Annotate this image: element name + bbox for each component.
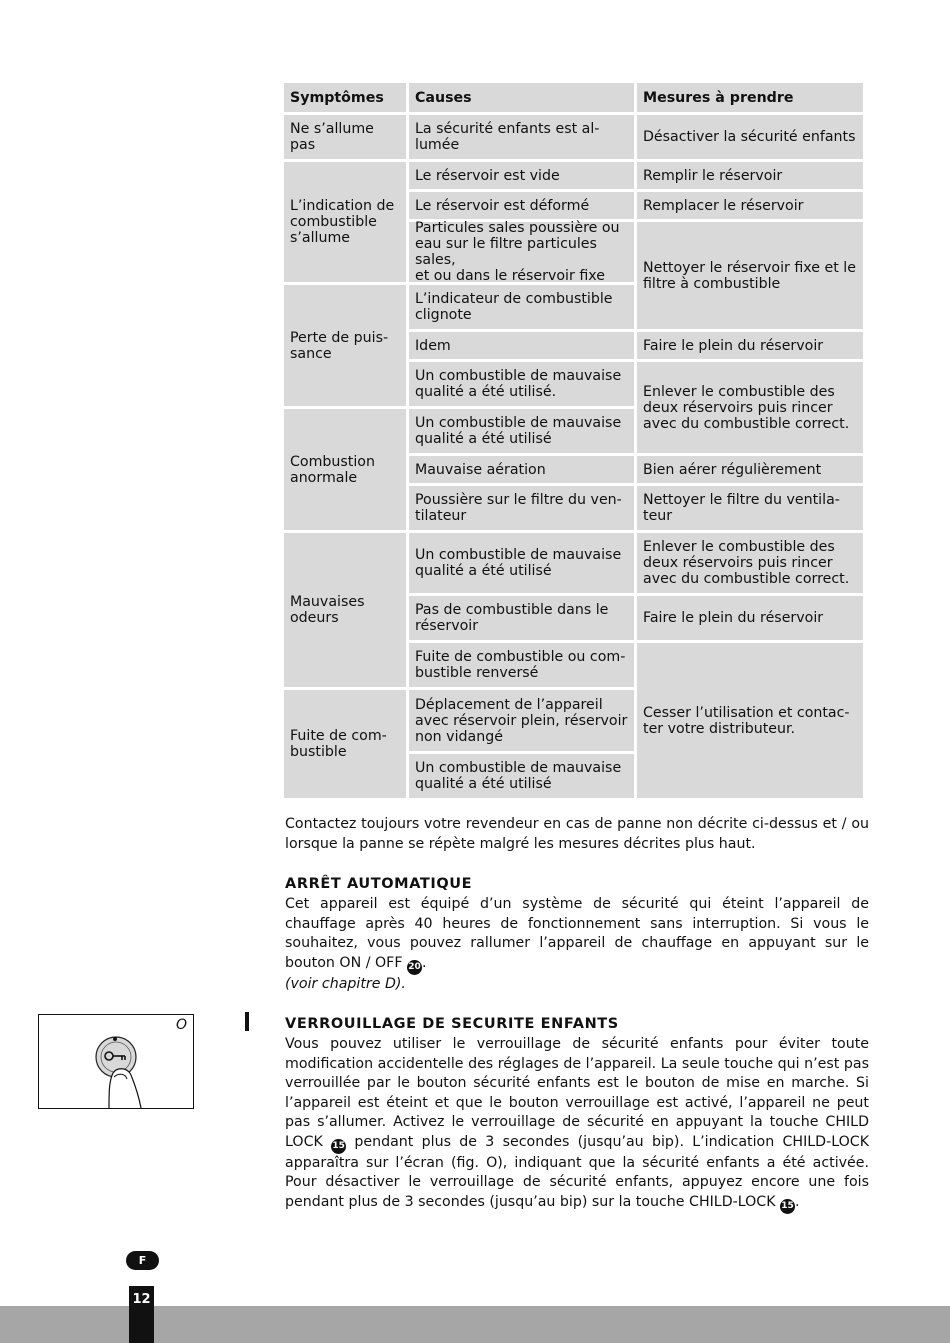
measure-cell: Bien aérer régulièrement — [637, 456, 863, 483]
symptom-cell: Combustion anormale — [284, 409, 406, 530]
measure-cell: Remplacer le réservoir — [637, 192, 863, 219]
section-marker — [245, 1012, 249, 1031]
measure-cell: Enlever le combustible des deux réservoirs puis rincer avec du combustible correct. — [637, 362, 863, 453]
cause-cell: Pas de combustible dans le réservoir — [409, 596, 634, 640]
symptom-cell: Ne s’allume pas — [284, 115, 406, 159]
cause-cell: Un combustible de mauvaise qualité a été utilisé — [409, 409, 634, 453]
child-lock-button-ref: 15 — [331, 1139, 346, 1154]
child-lock-button-ref: 15 — [780, 1199, 795, 1214]
cause-cell: L’indicateur de combustible clignote — [409, 285, 634, 329]
cause-cell: Un combustible de mauvaise qualité a été utilisé — [409, 533, 634, 593]
header-causes: Causes — [409, 83, 634, 112]
symptom-cell: Perte de puis- sance — [284, 285, 406, 406]
cause-cell: Fuite de combustible ou com- bustible renversé — [409, 643, 634, 687]
measure-cell: Enlever le combustible des deux réservoirs puis rincer avec du combustible correct. — [637, 533, 863, 593]
symptom-cell: Mauvaises odeurs — [284, 533, 406, 687]
measure-cell: Nettoyer le filtre du ventila- teur — [637, 486, 863, 530]
child-lock-body-2: pendant plus de 3 secondes (jusqu’au bip). L’indication CHILD-LOCK apparaîtra sur l’écran (fig. O), indiquant que la sécurité enfants a été activée. Pour désactiver le verrouillage de sécurité enfants, appuyez encore une fois pendant plus de 3 secondes (jusqu’au bip) sur la touche CHILD-LOCK — [285, 1133, 869, 1210]
contact-note: Contactez toujours votre revendeur en cas de panne non décrite ci-dessus et / ou lorsque la panne se répète malgré les mesures décrites plus haut. — [285, 816, 869, 852]
measure-cell: Faire le plein du réservoir — [637, 596, 863, 640]
child-lock-key-icon — [39, 1015, 195, 1110]
measure-cell: Nettoyer le réservoir fixe et le filtre à combustible — [637, 222, 863, 329]
cause-cell: Déplacement de l’appareil avec réservoir plein, réservoir non vidangé — [409, 690, 634, 751]
measure-cell: Désactiver la sécurité enfants — [637, 115, 863, 159]
auto-stop-paragraph — [285, 895, 869, 994]
header-measures: Mesures à prendre — [637, 83, 863, 112]
auto-stop-body: Cet appareil est équipé d’un système de sécurité qui éteint l’appareil de chauffage après 40 heures de fonctionnement sans interruption. Si vous le souhaitez, vous pouvez rallumer l’appareil de chauffage en appuyant sur le bouton ON / OFF — [285, 896, 869, 971]
cause-cell: La sécurité enfants est al- lumée — [409, 115, 634, 159]
symptom-cell: L’indication de combustible s’allume — [284, 162, 406, 282]
child-lock-paragraph — [285, 1035, 869, 1214]
see-chapter-note: (voir chapitre D). — [285, 975, 406, 992]
measure-cell: Faire le plein du réservoir — [637, 332, 863, 359]
measure-cell: Cesser l’utilisation et contac- ter votre distributeur. — [637, 643, 863, 798]
cause-cell: Poussière sur le filtre du ven- tilateur — [409, 486, 634, 530]
language-badge: F — [126, 1251, 159, 1270]
figure-o — [38, 1014, 194, 1109]
cause-cell: Un combustible de mauvaise qualité a été utilisé. — [409, 362, 634, 406]
troubleshooting-table — [284, 83, 863, 792]
auto-stop-end: . — [422, 954, 427, 971]
symptom-cell: Fuite de com- bustible — [284, 690, 406, 798]
child-lock-heading: VERROUILLAGE DE SECURITE ENFANTS — [285, 1016, 619, 1032]
onoff-button-ref: 20 — [407, 960, 422, 975]
child-lock-body-1: Vous pouvez utiliser le verrouillage de sécurité enfants pour éviter toute modification accidentelle des réglages de l’appareil. La seule touche qui n’est pas verrouillée par le bouton sécurité enfants est le bouton de mise en marche. Si l’appareil est éteint et que le bouton verrouillage est activé, l’appareil ne peut pas s’allumer. Activez le verrouillage de sécurité en appuyant la touche CHILD LOCK — [285, 1036, 869, 1150]
page-number: 12 — [129, 1286, 154, 1343]
cause-cell: Particules sales poussière ou eau sur le filtre particules sales, et ou dans le réservoir fixe — [409, 222, 634, 282]
auto-stop-heading: ARRÊT AUTOMATIQUE — [285, 876, 473, 892]
cause-cell: Le réservoir est vide — [409, 162, 634, 189]
header-symptoms: Symptômes — [284, 83, 406, 112]
child-lock-end: . — [795, 1193, 800, 1210]
cause-cell: Idem — [409, 332, 634, 359]
cause-cell: Le réservoir est déformé — [409, 192, 634, 219]
cause-cell: Mauvaise aération — [409, 456, 634, 483]
cause-cell: Un combustible de mauvaise qualité a été utilisé — [409, 754, 634, 798]
measure-cell: Remplir le réservoir — [637, 162, 863, 189]
figure-label: O — [175, 1017, 187, 1033]
